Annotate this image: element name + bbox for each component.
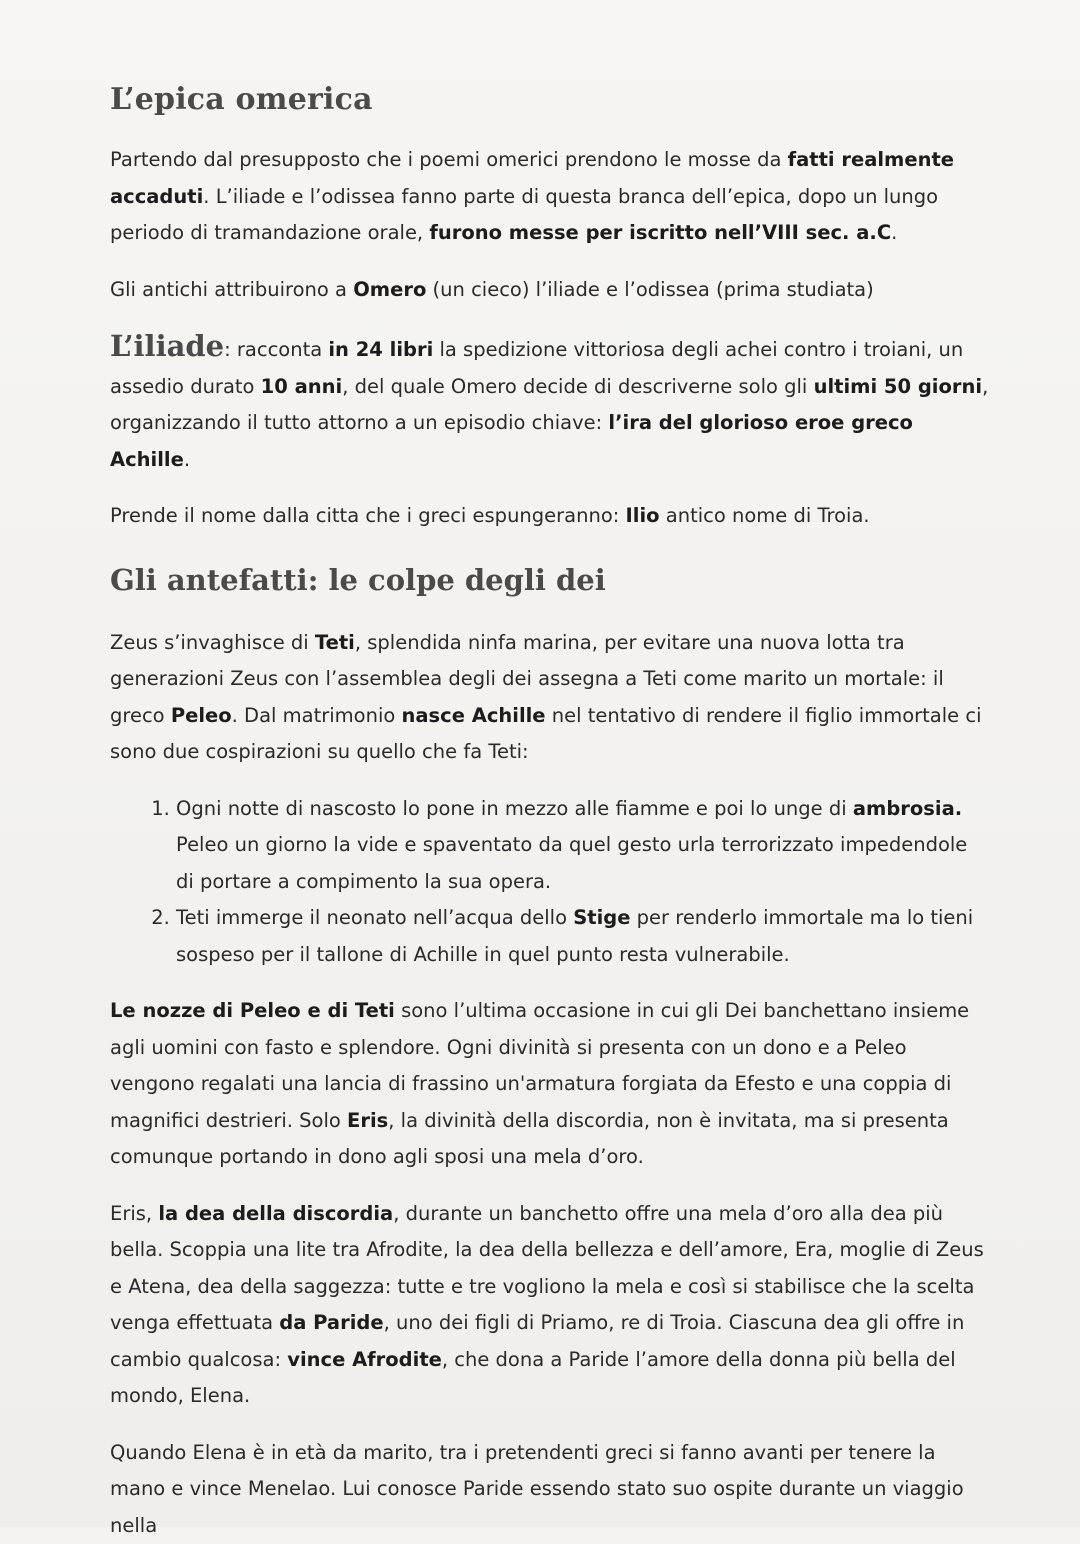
elena-paragraph: [110, 1435, 990, 1544]
bold-text: Omero: [353, 278, 426, 301]
bold-text: in 24 libri: [328, 338, 433, 361]
section-heading: Gli antefatti: le colpe degli dei: [110, 555, 990, 605]
page-title: L’epica omerica: [110, 76, 990, 124]
zeus-paragraph: [110, 625, 990, 771]
text: , organizzando il tutto attorno a un episodio chiave:: [110, 375, 988, 435]
bold-text: Eris: [347, 1109, 388, 1132]
text: la spedizione vittoriosa degli achei contro i troiani, un assedio durato: [110, 338, 963, 398]
list-item: [176, 791, 990, 901]
bold-text: fatti realmente accaduti: [110, 148, 954, 208]
text: .: [891, 221, 897, 244]
text: Peleo un giorno la vide e spaventato da quel gesto urla terrorizzato impedendole di portare a compimento la sua opera.: [176, 833, 967, 893]
omero-paragraph: [110, 272, 990, 309]
text: nel tentativo di rendere il figlio immortale ci sono due cospirazioni su quello che fa Teti:: [110, 704, 982, 764]
bold-text: l’ira del glorioso eroe greco Achille: [110, 411, 913, 471]
text: sono l’ultima occasione in cui gli Dei banchettano insieme agli uomini con fasto e splendore. Ogni divinità si presenta con un dono e a Peleo vengono regalati una lancia di frassino un'armatura forgiata da Efesto e una coppia di magnifici destrieri. Solo: [110, 999, 969, 1132]
text: . Dal matrimonio: [232, 704, 402, 727]
text: per renderlo immortale ma lo tieni sospeso per il tallone di Achille in quel punto resta vulnerabile.: [176, 906, 973, 966]
bold-text: Ilio: [626, 504, 660, 527]
nozze-paragraph: [110, 993, 990, 1176]
bold-text: furono messe per iscritto nell’VIII sec. a.C: [429, 221, 891, 244]
intro-paragraph: [110, 142, 990, 252]
text: , durante un banchetto offre una mela d’oro alla dea più bella. Scoppia una lite tra Afrodite, la dea della bellezza e dell’amore, Era, moglie di Zeus e Atena, dea della saggezza: tutte e tre vogliono la mela e così si stabilisce che la scelta venga effettuata: [110, 1202, 984, 1335]
bold-text: Peleo: [171, 704, 232, 727]
bold-text: Stige: [573, 906, 630, 929]
bold-text: ultimi 50 giorni: [814, 375, 983, 398]
bold-text: Teti: [315, 631, 355, 654]
text: Gli antichi attribuirono a: [110, 278, 353, 301]
text: , uno dei figli di Priamo, re di Troia. Ciascuna dea gli offre in cambio qualcosa:: [110, 1311, 964, 1371]
text: Partendo dal presupposto che i poemi omerici prendono le mosse da: [110, 148, 788, 171]
bold-text: nasce Achille: [402, 704, 546, 727]
text: Eris,: [110, 1202, 158, 1225]
text: . L’iliade e l’odissea fanno parte di questa branca dell’epica, dopo un lungo periodo di tramandazione orale,: [110, 185, 938, 245]
numbered-list: [110, 791, 990, 974]
list-item: [176, 900, 990, 973]
text: , splendida ninfa marina, per evitare una nuova lotta tra generazioni Zeus con l’assemblea degli dei assegna a Teti come marito un mortale: il greco: [110, 631, 944, 727]
bold-text: da Paride: [279, 1311, 383, 1334]
bold-text: 10 anni: [261, 375, 343, 398]
text: : racconta: [224, 338, 328, 361]
document-content: [110, 76, 990, 1544]
text: Ogni notte di nascosto lo pone in mezzo alle fiamme e poi lo unge di: [176, 797, 853, 820]
text: , del quale Omero decide di descriverne solo gli: [342, 375, 813, 398]
iliade-paragraph: [110, 328, 990, 478]
text: Quando Elena è in età da marito, tra i pretendenti greci si fanno avanti per tenere la mano e vince Menelao. Lui conosce Paride essendo stato suo ospite durante un viaggio nella: [110, 1441, 964, 1537]
nome-paragraph: [110, 498, 990, 535]
bold-text: vince Afrodite: [287, 1348, 442, 1371]
iliade-heading: L’iliade: [110, 329, 224, 363]
bold-text: la dea della discordia: [158, 1202, 393, 1225]
bold-text: Le nozze di Peleo e di Teti: [110, 999, 395, 1022]
text: antico nome di Troia.: [660, 504, 870, 527]
bold-text: ambrosia.: [853, 797, 962, 820]
text: Teti immerge il neonato nell’acqua dello: [176, 906, 573, 929]
text: Zeus s’invaghisce di: [110, 631, 315, 654]
text: , che dona a Paride l’amore della donna più bella del mondo, Elena.: [110, 1348, 956, 1408]
text: , la divinità della discordia, non è invitata, ma si presenta comunque portando in dono agli sposi una mela d’oro.: [110, 1109, 949, 1169]
eris-paragraph: [110, 1196, 990, 1415]
text: (un cieco) l’iliade e l’odissea (prima studiata): [426, 278, 873, 301]
text: .: [184, 448, 190, 471]
text: Prende il nome dalla citta che i greci espungeranno:: [110, 504, 626, 527]
